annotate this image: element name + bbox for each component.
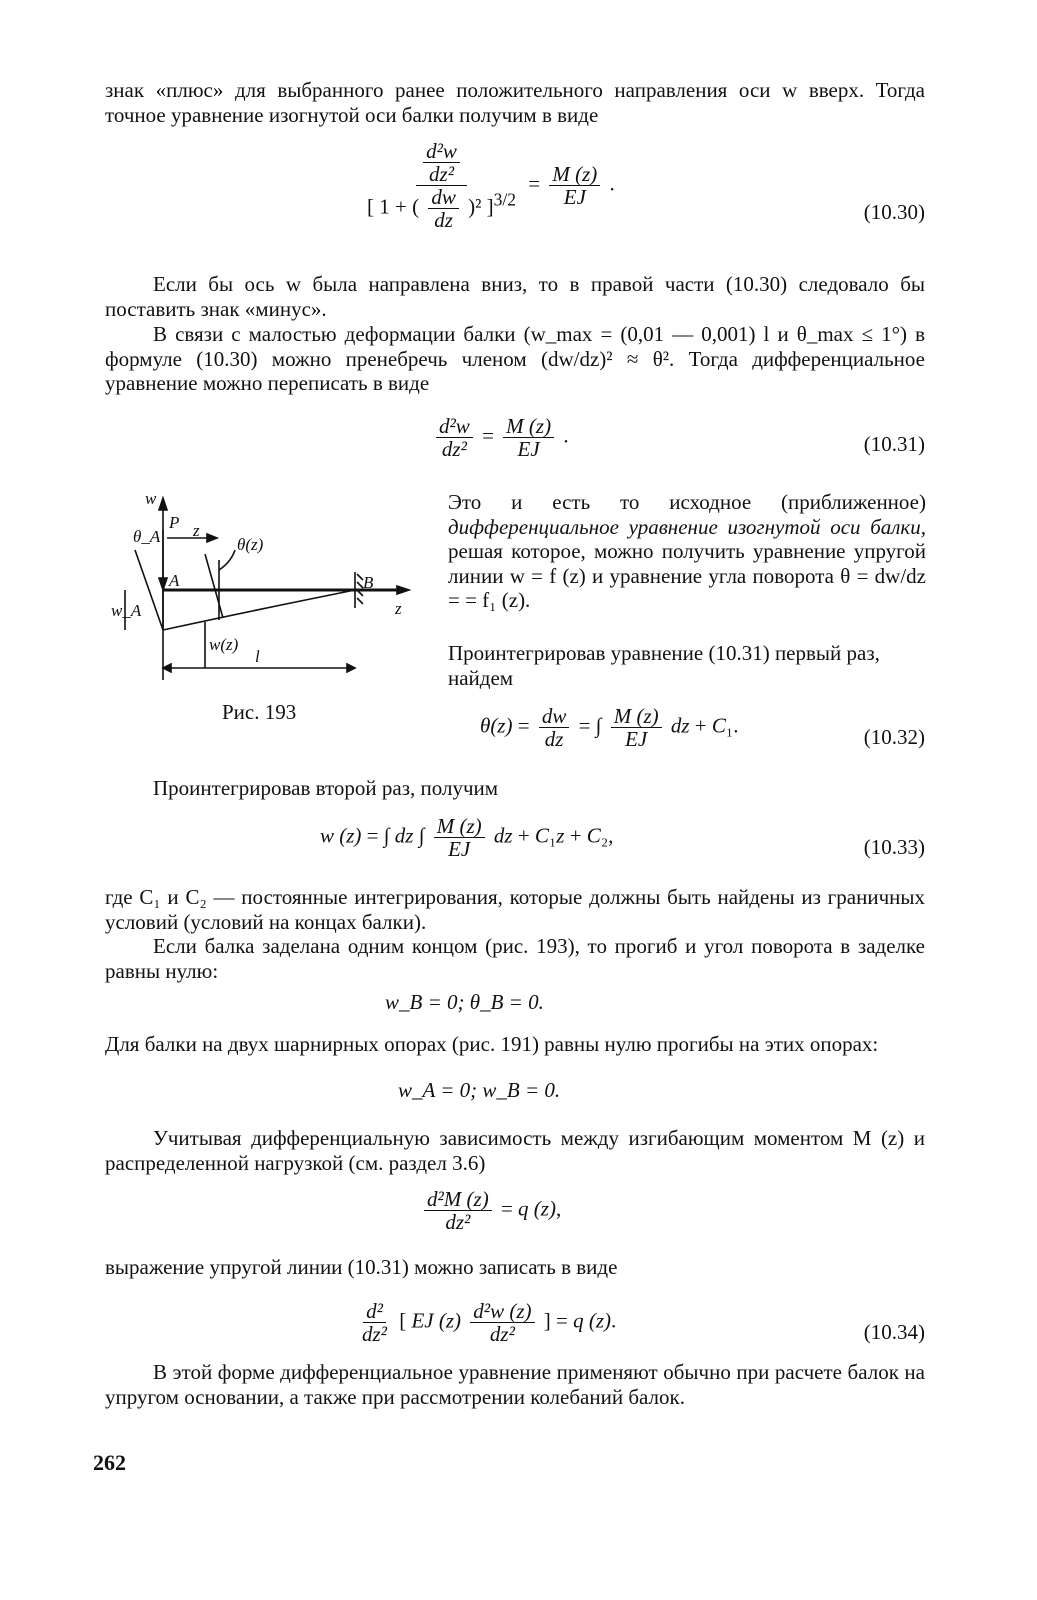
label-z-top: z (193, 521, 200, 540)
paragraph-2: Если бы ось w была направлена вниз, то в правой части (10.30) следовало бы поставить знак «минус». (105, 272, 925, 321)
equation-10-31: $\frac{\text{d²w}}{\text{dz²}}$ = $\frac{M (z)}{EJ}$ . (432, 415, 569, 460)
side-text-b: решая которое, можно получить уравнение упругой линии w = f (z) и уравнение угла поворота θ = dw/dz = = f₁ (z). (448, 539, 926, 612)
label-w: w (145, 490, 157, 508)
equation-10-32: θ(z) = $\frac{dw}{dz}$ = ∫ $\frac{M (z)}{EJ}$ dz + C₁. (480, 704, 739, 751)
equation-10-33: w (z) = ∫ dz ∫ $\frac{M (z)}{EJ}$ dz + C₁z + C₂, (320, 814, 614, 861)
page-number: 262 (93, 1450, 126, 1475)
paragraph-12: В этой форме дифференциальное уравнение применяют обычно при расчете балок на упругом основании, а также при рассмотрении колебаний балок. (105, 1360, 925, 1409)
paragraph-8: Если балка заделана одним концом (рис. 193), то прогиб и угол поворота в заделке равны нулю: (105, 934, 925, 983)
label-b: B (363, 573, 374, 592)
equation-10-34: $\frac{\text{d²}}{\text{dz²}}$ [ EJ (z) $\frac{\text{d²w (z)}}{\text{dz²}}$ ] = q (z). (362, 1299, 617, 1346)
boundary-conditions-1: w_B = 0; θ_B = 0. (385, 990, 544, 1014)
label-z-axis: z (395, 599, 402, 618)
paragraph-11: выражение упругой линии (10.31) можно записать в виде (105, 1255, 618, 1279)
boundary-conditions-2: w_A = 0; w_B = 0. (398, 1078, 561, 1102)
paragraph-6: Проинтегрировав второй раз, получим (153, 776, 499, 800)
equation-10-30: $\frac{\text{d²w}}{\text{dz²}}$ [ 1 + ( $\frac{dw}{dz}$ )² ]$^{3/2}$ = $\frac{M (z)}{EJ}$ . (367, 139, 615, 232)
equation-number-10-32: (10.32) (863, 725, 925, 749)
label-a: A (169, 571, 180, 590)
figure-193-beam-diagram (105, 490, 425, 690)
paragraph-1: знак «плюс» для выбранного ранее положительного направления оси w вверх. Тогда точное уравнение изогнутой оси балки получим в виде (105, 78, 925, 127)
label-p: P (169, 513, 180, 532)
paragraph-5: Проинтегрировав уравнение (10.31) первый раз, найдем (448, 641, 880, 690)
label-wz: w(z) (209, 635, 239, 654)
equation-number-10-33: (10.33) (863, 835, 925, 859)
equation-number-10-30: (10.30) (863, 200, 925, 224)
figure-caption: Рис. 193 (222, 700, 297, 724)
label-theta-a: θ_A (133, 527, 161, 546)
label-l: l (255, 647, 260, 666)
equation-number-10-31: (10.31) (863, 432, 925, 456)
side-text-italic: дифференциальное уравнение изогнутой оси балки, (448, 514, 926, 539)
paragraph-9: Для балки на двух шарнирных опорах (рис. 191) равны нулю прогибы на этих опорах: (105, 1032, 879, 1056)
label-theta-z: θ(z) (237, 535, 264, 554)
side-paragraph (448, 490, 926, 613)
paragraph-10: Учитывая дифференциальную зависимость между изгибающим моментом M (z) и распределенной нагрузкой (см. раздел 3.6) (105, 1126, 925, 1175)
label-wa: w_A (111, 601, 142, 620)
paragraph-3: В связи с малостью деформации балки (w_max = (0,01 — 0,001) l и θ_max ≤ 1°) в формуле (10.30) можно пренебречь членом (dw/dz)² ≈ θ². Тогда дифференциальное уравнение можно переписать в виде (105, 322, 925, 395)
equation-number-10-34: (10.34) (863, 1320, 925, 1344)
equation-moment-load: $\frac{\text{d²M (z)}}{\text{dz²}}$ = q (z), (420, 1188, 561, 1233)
side-text-a: Это и есть то исходное (приближенное) (448, 490, 926, 514)
paragraph-7: где C₁ и C₂ — постоянные интегрирования, которые должны быть найдены из граничных условий (условий на концах балки). (105, 885, 925, 934)
